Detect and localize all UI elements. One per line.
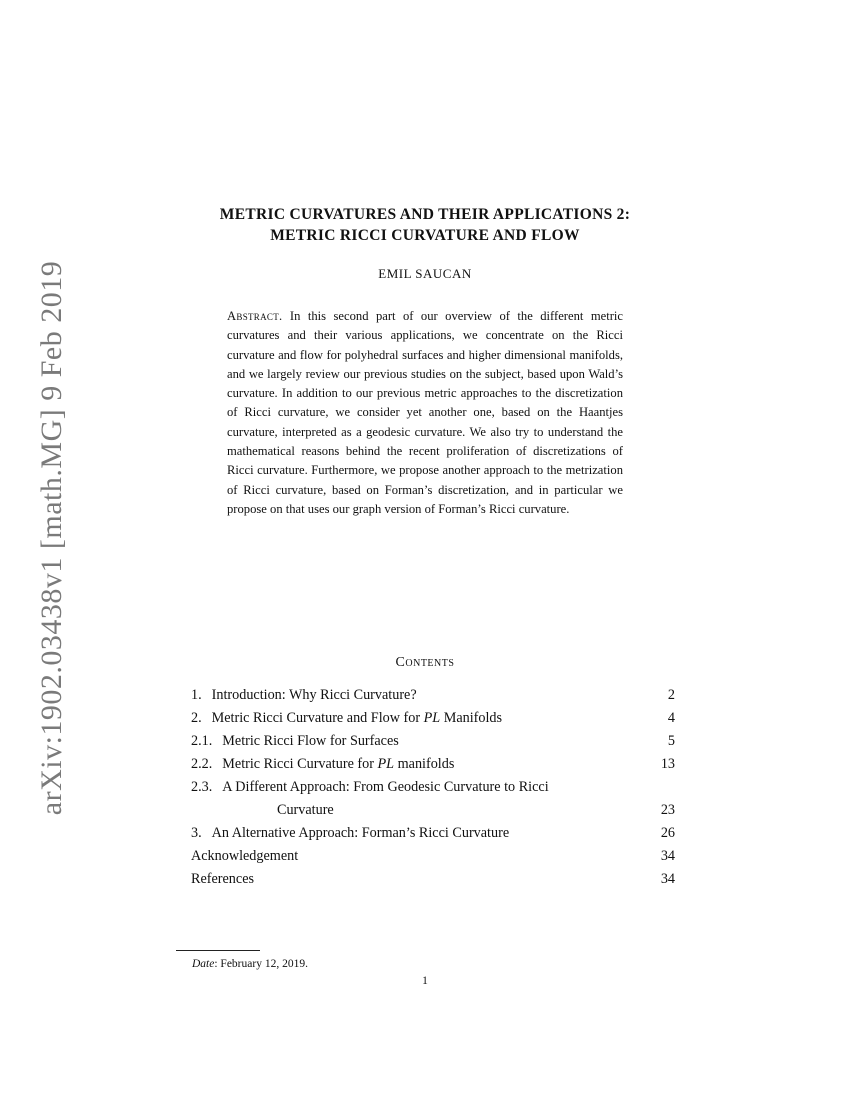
toc-entry-number: 2.2. — [191, 756, 213, 772]
toc-entry-title: Acknowledgement — [191, 848, 299, 864]
toc-entry-title: Metric Ricci Curvature for — [222, 756, 378, 772]
toc-entry-page: 13 — [660, 756, 675, 772]
toc-entry-number: 2.3. — [191, 779, 213, 795]
toc-entry-page: 2 — [667, 687, 675, 703]
footnote-label: Date — [192, 958, 215, 970]
author-name: EMIL SAUCAN — [378, 266, 472, 281]
toc-entry-page: 4 — [667, 710, 675, 726]
toc-entry-page: 34 — [660, 848, 675, 864]
toc-entry-page: 34 — [660, 871, 675, 887]
table-of-contents — [191, 684, 675, 891]
title-line-1: METRIC CURVATURES AND THEIR APPLICATIONS 2: — [219, 206, 631, 223]
toc-entry-different-approach[interactable] — [191, 776, 675, 822]
date-footnote — [192, 958, 308, 970]
abstract-text: In this second part of our overview of the different metric curvatures and their various applications, we concentrate on the Ricci curvature and flow for polyhedral surfaces and higher dimensional manifolds, and we largely review our previous studies on the subject, based upon Wald’s curvature. In addition to our previous metric approaches to the discretization of Ricci curvature, we consider yet another one, based on the Haantjes curvature, interpreted as a geodesic curvature. We also try to understand the mathematical reasons behind the recent proliferation of discretizations of Ricci curvature. Furthermore, we propose another approach to the metrization of Ricci curvature, based on Forman’s discretization, and in particular we propose on that uses our graph version of Forman’s Ricci curvature. — [227, 309, 624, 516]
page-number: 1 — [422, 975, 428, 987]
toc-entry-title: References — [191, 871, 255, 887]
toc-entry-title-end: Manifolds — [440, 710, 503, 726]
toc-entry-number: 1. — [191, 687, 202, 703]
toc-entry-page: 26 — [660, 825, 675, 841]
toc-entry-title-math: PL — [423, 710, 441, 726]
toc-entry-title: Metric Ricci Flow for Surfaces — [222, 733, 399, 749]
toc-entry-alternative-approach[interactable] — [191, 822, 675, 845]
toc-entry-number: 2.1. — [191, 733, 213, 749]
toc-entry-metric-ricci-curvature-and-flow[interactable] — [191, 707, 675, 730]
toc-entry-title-math: PL — [377, 756, 395, 772]
toc-entry-acknowledgement[interactable] — [191, 845, 675, 868]
toc-entry-title: A Different Approach: From Geodesic Curvature to Ricci — [222, 779, 549, 795]
abstract — [227, 307, 623, 519]
toc-entry-title-end: manifolds — [394, 756, 455, 772]
toc-entry-number: 3. — [191, 825, 202, 841]
toc-entry-title: Introduction: Why Ricci Curvature? — [211, 687, 417, 703]
abstract-label: Abstract. — [227, 309, 283, 323]
toc-entry-metric-ricci-flow-for-surfaces[interactable] — [191, 730, 675, 753]
toc-entry-introduction[interactable] — [191, 684, 675, 707]
toc-entry-title: Metric Ricci Curvature and Flow for — [211, 710, 424, 726]
toc-entry-number: 2. — [191, 710, 202, 726]
footnote-divider — [176, 950, 260, 951]
arxiv-identifier-stamp: arXiv:1902.03438v1 [math.MG] 9 Feb 2019 — [35, 260, 68, 816]
toc-entry-page: 23 — [660, 802, 675, 818]
toc-entry-title: An Alternative Approach: Forman’s Ricci Curvature — [211, 825, 510, 841]
toc-entry-title-continued: Curvature — [277, 802, 334, 818]
footnote-text: : February 12, 2019. — [214, 958, 308, 970]
title-line-2: METRIC RICCI CURVATURE AND FLOW — [270, 227, 580, 244]
toc-entry-metric-ricci-curvature-pl[interactable] — [191, 753, 675, 776]
toc-entry-references[interactable] — [191, 868, 675, 891]
paper-title — [170, 204, 680, 246]
contents-heading: Contents — [395, 655, 455, 670]
toc-entry-page: 5 — [667, 733, 675, 749]
